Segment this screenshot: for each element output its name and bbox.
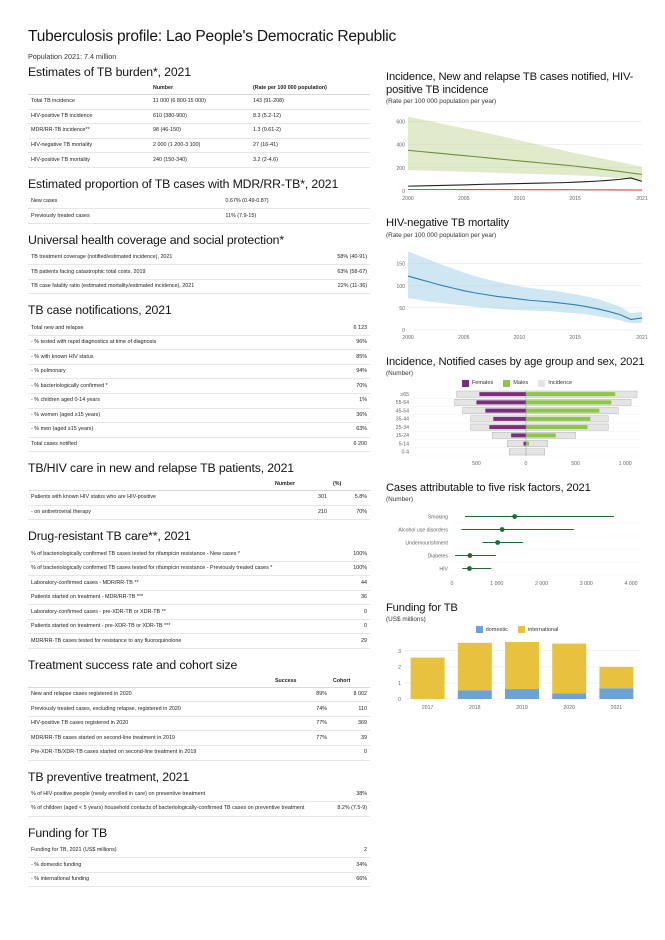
- row-label: - % children aged 0-14 years: [28, 393, 330, 408]
- axis-tick-label: 2021: [610, 705, 623, 712]
- axis-tick-label: Diabetes: [427, 553, 448, 560]
- row-value: 85%: [330, 350, 370, 365]
- funding-bar-international: [552, 644, 586, 694]
- axis-tick-label: 2015: [569, 334, 581, 341]
- table-row: [28, 364, 370, 379]
- chart-title-funding: Funding for TB: [386, 602, 458, 615]
- row-value: 38%: [330, 788, 370, 802]
- table-row: [28, 605, 370, 620]
- table-row: [28, 423, 370, 438]
- funding-bar-domestic: [458, 690, 492, 699]
- female-bar: [511, 433, 526, 437]
- population-line: Population 2021: 7.4 million: [28, 52, 117, 61]
- row-rate: 1.3 (0.61-2): [250, 124, 370, 139]
- table-row: [28, 619, 370, 634]
- axis-tick-label: 5-14: [398, 441, 409, 448]
- row-success: 77%: [272, 716, 330, 731]
- axis-tick-label: 1 000: [618, 460, 632, 467]
- chart-funding: [386, 602, 648, 712]
- axis-tick-label: 1 000: [490, 581, 504, 588]
- axis-tick-label: 45-54: [395, 408, 409, 415]
- legend-swatch: [476, 626, 483, 633]
- confidence-band: [408, 117, 642, 181]
- row-rate: 27 (16-41): [250, 138, 370, 153]
- row-value: 63%: [330, 423, 370, 438]
- table-row: [28, 746, 370, 761]
- axis-tick-label: 2010: [513, 334, 526, 341]
- row-label: HIV-positive TB cases registered in 2020: [28, 716, 272, 731]
- row-value: 1%: [330, 393, 370, 408]
- chart-age-sex: [386, 356, 648, 468]
- axis-tick-label: 3: [398, 649, 401, 656]
- table-mdr-proportion: [28, 195, 370, 224]
- table-row: [28, 109, 370, 124]
- legend-swatch: [518, 626, 525, 633]
- table-row: [28, 209, 370, 224]
- funding-bar-international: [458, 643, 492, 690]
- row-value: 100%: [330, 561, 370, 576]
- row-value: 94%: [330, 364, 370, 379]
- row-number: 2 000 (1 200-3 100): [150, 138, 250, 153]
- table-row: [28, 505, 370, 520]
- axis-tick-label: 2020: [563, 705, 575, 712]
- table-row: [28, 265, 370, 280]
- axis-tick-label: 2021: [636, 196, 648, 203]
- section-heading-treatment-success: Treatment success rate and cohort size: [28, 657, 238, 672]
- row-label: MDR/RR-TB cases tested for resistance to any fluoroquinolone: [28, 634, 330, 649]
- row-cohort: 39: [330, 731, 370, 746]
- row-label: Previously treated cases: [28, 209, 222, 224]
- table-row: [28, 872, 370, 887]
- row-label: - % bacteriologically confirmed *: [28, 379, 330, 394]
- row-label: - % men (aged ≥15 years): [28, 423, 330, 438]
- row-label: % of children (aged < 5 years) household contacts of bacteriologically-confirmed TB cases on preventive treatment: [28, 802, 330, 817]
- axis-tick-label: 50: [399, 305, 405, 312]
- row-label: MDR/RR-TB incidence**: [28, 124, 150, 139]
- table-row: [28, 687, 370, 702]
- chart-title-mortality: HIV-negative TB mortality: [386, 217, 509, 230]
- row-label: New cases: [28, 195, 222, 209]
- point-estimate-dot: [467, 566, 472, 571]
- point-estimate-dot: [468, 553, 473, 558]
- row-label: Laboratory-confirmed cases - MDR/RR-TB **: [28, 576, 330, 591]
- row-value: 36: [330, 590, 370, 605]
- point-estimate-dot: [495, 540, 500, 545]
- funding-bar-international: [411, 658, 445, 699]
- axis-tick-label: 2017: [421, 705, 434, 712]
- table-uhc: [28, 251, 370, 295]
- table-row: [28, 576, 370, 591]
- female-bar: [476, 400, 526, 404]
- section-heading-funding-table: Funding for TB: [28, 825, 108, 840]
- row-value: 8.2% (7.5-9): [330, 802, 370, 817]
- row-number: 301: [272, 491, 330, 506]
- row-label: HIV-negative TB mortality: [28, 138, 150, 153]
- left-column: [28, 63, 370, 887]
- section-heading-notifications: TB case notifications, 2021: [28, 303, 172, 318]
- axis-tick-label: 2000: [402, 196, 414, 203]
- legend-item: [462, 380, 493, 387]
- male-bar: [526, 425, 587, 429]
- age-sex-chart-svg: [386, 388, 648, 468]
- row-success: [272, 746, 330, 761]
- table-row: [28, 195, 370, 209]
- row-value: 0.67% (0.49-0.87): [222, 195, 370, 209]
- row-cohort: 110: [330, 702, 370, 717]
- col-blank: [28, 479, 272, 491]
- row-label: Funding for TB, 2021 (US$ millions): [28, 844, 330, 858]
- axis-tick-label: 4 000: [624, 581, 638, 588]
- row-value: 6 200: [330, 437, 370, 452]
- axis-tick-label: 0: [450, 581, 454, 588]
- row-rate: 8.3 (5.2-12): [250, 109, 370, 124]
- row-label: Total TB incidence: [28, 95, 150, 110]
- axis-tick-label: 55-64: [395, 400, 409, 407]
- incidence-chart-svg: [386, 108, 648, 203]
- section-heading-drug-resistant: Drug-resistant TB care**, 2021: [28, 529, 191, 544]
- axis-tick-label: 2019: [516, 705, 528, 712]
- row-pct: 70%: [330, 505, 370, 520]
- row-number: 610 (380-900): [150, 109, 250, 124]
- axis-tick-label: Alcohol use disorders: [398, 527, 448, 534]
- row-success: 89%: [272, 687, 330, 702]
- table-row: [28, 153, 370, 168]
- row-value: 34%: [330, 858, 370, 873]
- axis-tick-label: 400: [396, 142, 405, 149]
- row-value: 36%: [330, 408, 370, 423]
- funding-chart-svg: [386, 634, 648, 712]
- table-row: [28, 393, 370, 408]
- mortality-chart-svg: [386, 242, 648, 342]
- table-row: [28, 547, 370, 561]
- col-blank: [28, 676, 272, 688]
- axis-tick-label: 2018: [469, 705, 481, 712]
- row-label: Patients started on treatment - pre-XDR-TB or XDR-TB ***: [28, 619, 330, 634]
- chart-incidence-notified: [386, 71, 648, 203]
- table-header-row: [28, 676, 370, 688]
- axis-tick-label: 3 000: [579, 581, 593, 588]
- table-burden: [28, 83, 370, 168]
- section-heading-mdr-proportion: Estimated proportion of TB cases with MDR/RR-TB*, 2021: [28, 176, 339, 191]
- axis-tick-label: Undernourishment: [405, 540, 448, 547]
- table-header-row: [28, 479, 370, 491]
- axis-tick-label: 0: [402, 189, 405, 196]
- legend-label: Females: [471, 380, 494, 387]
- axis-tick-label: 0-4: [401, 449, 409, 456]
- row-rate: 3.2 (2-4.6): [250, 153, 370, 168]
- axis-tick-label: 500: [472, 460, 481, 467]
- table-row: [28, 858, 370, 873]
- col-blank: [28, 83, 150, 95]
- row-label: Previously treated cases, excluding relapse, registered in 2020: [28, 702, 272, 717]
- chart-hiv-negative-mortality: [386, 217, 648, 341]
- row-label: New and relapse cases registered in 2020: [28, 687, 272, 702]
- axis-tick-label: 2010: [513, 196, 526, 203]
- table-row: [28, 350, 370, 365]
- row-label: Pre-XDR-TB/XDR-TB cases started on second-line treatment in 2019: [28, 746, 272, 761]
- row-cohort: 369: [330, 716, 370, 731]
- col-number: Number: [272, 479, 330, 491]
- table-drug-resistant: [28, 547, 370, 649]
- row-label: Total new and relapse: [28, 321, 330, 335]
- axis-tick-label: 600: [396, 119, 405, 126]
- axis-tick-label: 2: [398, 665, 401, 672]
- row-label: - % tested with rapid diagnostics at time of diagnosis: [28, 335, 330, 350]
- chart-title-risk-factors: Cases attributable to five risk factors, 2021: [386, 481, 591, 494]
- row-value: 6 123: [330, 321, 370, 335]
- row-cohort: 8 002: [330, 687, 370, 702]
- row-cohort: 0: [330, 746, 370, 761]
- axis-tick-label: 15-24: [395, 433, 409, 440]
- chart-subtitle-incidence: (Rate per 100 000 population per year): [386, 98, 497, 106]
- row-rate: 143 (91-208): [250, 95, 370, 110]
- row-value: 2: [330, 844, 370, 858]
- axis-tick-label: 150: [396, 261, 405, 268]
- legend-item: [518, 626, 558, 633]
- axis-tick-label: 2005: [457, 334, 470, 341]
- axis-tick-label: 500: [571, 460, 580, 467]
- confidence-band: [408, 251, 642, 323]
- table-row: [28, 716, 370, 731]
- chart-subtitle-risk-factors: (Number): [386, 496, 413, 504]
- table-row: [28, 702, 370, 717]
- point-estimate-dot: [512, 514, 517, 519]
- col-success: Success: [272, 676, 330, 688]
- female-bar: [489, 425, 526, 429]
- male-bar: [526, 417, 590, 421]
- row-value: 29: [330, 634, 370, 649]
- col-pct: (%): [330, 479, 370, 491]
- row-success: 77%: [272, 731, 330, 746]
- row-value: 11% (7.9-15): [222, 209, 370, 224]
- table-notifications: [28, 321, 370, 452]
- table-row: [28, 731, 370, 746]
- funding-bar-domestic: [552, 694, 586, 700]
- row-label: HIV-positive TB mortality: [28, 153, 150, 168]
- male-bar: [526, 392, 615, 396]
- axis-tick-label: 0: [398, 697, 401, 704]
- axis-tick-label: 100: [396, 283, 405, 290]
- axis-tick-label: 2021: [636, 334, 648, 341]
- legend-swatch: [503, 380, 510, 387]
- row-label: Patients started on treatment - MDR/RR-TB ***: [28, 590, 330, 605]
- row-number: 240 (150-340): [150, 153, 250, 168]
- row-value: 0: [330, 605, 370, 620]
- col-rate: (Rate per 100 000 population): [250, 83, 370, 95]
- funding-bar-international: [599, 667, 633, 688]
- row-value: 0: [330, 619, 370, 634]
- section-heading-preventive: TB preventive treatment, 2021: [28, 769, 190, 784]
- female-bar: [524, 442, 526, 446]
- funding-bar-domestic: [505, 689, 539, 699]
- table-row: [28, 788, 370, 802]
- table-tbhiv: [28, 479, 370, 520]
- axis-tick-label: 0: [402, 327, 405, 334]
- axis-tick-label: 2 000: [535, 581, 549, 588]
- row-label: % of bacteriologically confirmed TB cases tested for rifampicin resistance - New cases *: [28, 547, 330, 561]
- row-label: - on antiretroviral therapy: [28, 505, 272, 520]
- table-header-row: [28, 83, 370, 95]
- table-row: [28, 138, 370, 153]
- row-number: 11 000 (6 800-15 000): [150, 95, 250, 110]
- row-value: 100%: [330, 547, 370, 561]
- table-row: [28, 321, 370, 335]
- row-value: 96%: [330, 335, 370, 350]
- axis-tick-label: 35-44: [395, 416, 409, 423]
- row-label: % of bacteriologically confirmed TB cases tested for rifampicin resistance - Previously treated cases *: [28, 561, 330, 576]
- male-bar: [526, 400, 611, 404]
- data-line: [408, 178, 642, 186]
- row-label: - % domestic funding: [28, 858, 330, 873]
- axis-tick-label: Smoking: [427, 514, 448, 521]
- legend-item: [538, 380, 572, 387]
- table-row: [28, 379, 370, 394]
- axis-tick-label: 1: [398, 681, 401, 688]
- axis-tick-label: 2015: [569, 196, 581, 203]
- axis-tick-label: 2000: [402, 334, 414, 341]
- female-bar: [493, 417, 526, 421]
- col-number: Number: [150, 83, 250, 95]
- legend-funding: [386, 626, 648, 633]
- row-number: 98 (46-150): [150, 124, 250, 139]
- chart-title-incidence: Incidence, New and relapse TB cases notified, HIV-positive TB incidence: [386, 71, 634, 97]
- legend-swatch: [538, 380, 545, 387]
- male-bar: [526, 409, 599, 413]
- right-column: [386, 63, 648, 726]
- axis-tick-label: 0: [524, 460, 528, 467]
- table-row: [28, 408, 370, 423]
- row-label: - % international funding: [28, 872, 330, 887]
- chart-subtitle-age-sex: (Number): [386, 369, 413, 377]
- row-label: - % women (aged ≥15 years): [28, 408, 330, 423]
- section-heading-tbhiv: TB/HIV care in new and relapse TB patients, 2021: [28, 461, 294, 476]
- chart-title-age-sex: Incidence, Notified cases by age group and sex, 2021: [386, 355, 645, 368]
- row-label: - % with known HIV status: [28, 350, 330, 365]
- row-label: MDR/RR-TB cases started on second-line treatment in 2019: [28, 731, 272, 746]
- male-bar: [526, 442, 529, 446]
- row-label: Laboratory-confirmed cases - pre-XDR-TB or XDR-TB **: [28, 605, 330, 620]
- risk-factors-chart-svg: [386, 506, 648, 588]
- row-label: - % pulmonary: [28, 364, 330, 379]
- axis-tick-label: 2005: [457, 196, 470, 203]
- legend-item: [476, 626, 508, 633]
- table-row: [28, 124, 370, 139]
- row-label: HIV-positive TB incidence: [28, 109, 150, 124]
- axis-tick-label: HIV: [439, 566, 448, 573]
- table-row: [28, 437, 370, 452]
- female-bar: [485, 409, 526, 413]
- table-preventive: [28, 788, 370, 817]
- page-title: Tuberculosis profile: Lao People's Democratic Republic: [28, 28, 397, 45]
- row-label: % of HIV-positive people (newly enrolled in care) on preventive treatment: [28, 788, 330, 802]
- row-value: 66%: [330, 872, 370, 887]
- table-row: [28, 844, 370, 858]
- axis-tick-label: 25-34: [395, 424, 409, 431]
- row-label: Total cases notified: [28, 437, 330, 452]
- funding-bar-domestic: [599, 689, 633, 700]
- table-row: [28, 634, 370, 649]
- two-column-layout: [28, 63, 648, 887]
- table-row: [28, 95, 370, 110]
- legend-age-sex: [386, 380, 648, 387]
- chart-subtitle-funding: (US$ millions): [386, 616, 426, 624]
- row-value: 63% (58-67): [330, 265, 370, 280]
- legend-label: domestic: [485, 626, 508, 633]
- male-bar: [526, 433, 556, 437]
- row-value: 22% (11-36): [330, 279, 370, 294]
- row-value: 44: [330, 576, 370, 591]
- legend-label: Incidence: [548, 380, 573, 387]
- table-row: [28, 279, 370, 294]
- axis-tick-label: 200: [396, 166, 405, 173]
- table-row: [28, 590, 370, 605]
- row-label: TB case fatality ratio (estimated mortality/estimated incidence), 2021: [28, 279, 330, 294]
- legend-label: Males: [513, 380, 529, 387]
- row-value: 70%: [330, 379, 370, 394]
- legend-label: international: [527, 626, 559, 633]
- table-funding: [28, 844, 370, 888]
- legend-item: [503, 380, 528, 387]
- legend-swatch: [462, 380, 469, 387]
- row-value: 58% (40-91): [330, 251, 370, 265]
- row-label: Patients with known HIV status who are HIV-positive: [28, 491, 272, 506]
- row-label: TB patients facing catastrophic total costs, 2019: [28, 265, 330, 280]
- axis-tick-label: ≥65: [400, 391, 409, 398]
- funding-bar-international: [505, 642, 539, 689]
- data-line: [408, 190, 642, 191]
- point-estimate-dot: [500, 527, 505, 532]
- table-treatment-success: [28, 676, 370, 761]
- chart-subtitle-mortality: (Rate per 100 000 population per year): [386, 231, 497, 239]
- row-success: 74%: [272, 702, 330, 717]
- table-row: [28, 491, 370, 506]
- row-label: TB treatment coverage (notified/estimated incidence), 2021: [28, 251, 330, 265]
- table-row: [28, 802, 370, 817]
- table-row: [28, 335, 370, 350]
- row-pct: 5.8%: [330, 491, 370, 506]
- row-number: 210: [272, 505, 330, 520]
- section-heading-burden: Estimates of TB burden*, 2021: [28, 65, 191, 79]
- section-heading-uhc: Universal health coverage and social protection*: [28, 232, 284, 247]
- table-row: [28, 251, 370, 265]
- chart-risk-factors: [386, 482, 648, 588]
- incidence-range-bar: [509, 449, 545, 455]
- female-bar: [479, 392, 526, 396]
- table-row: [28, 561, 370, 576]
- col-cohort: Cohort: [330, 676, 370, 688]
